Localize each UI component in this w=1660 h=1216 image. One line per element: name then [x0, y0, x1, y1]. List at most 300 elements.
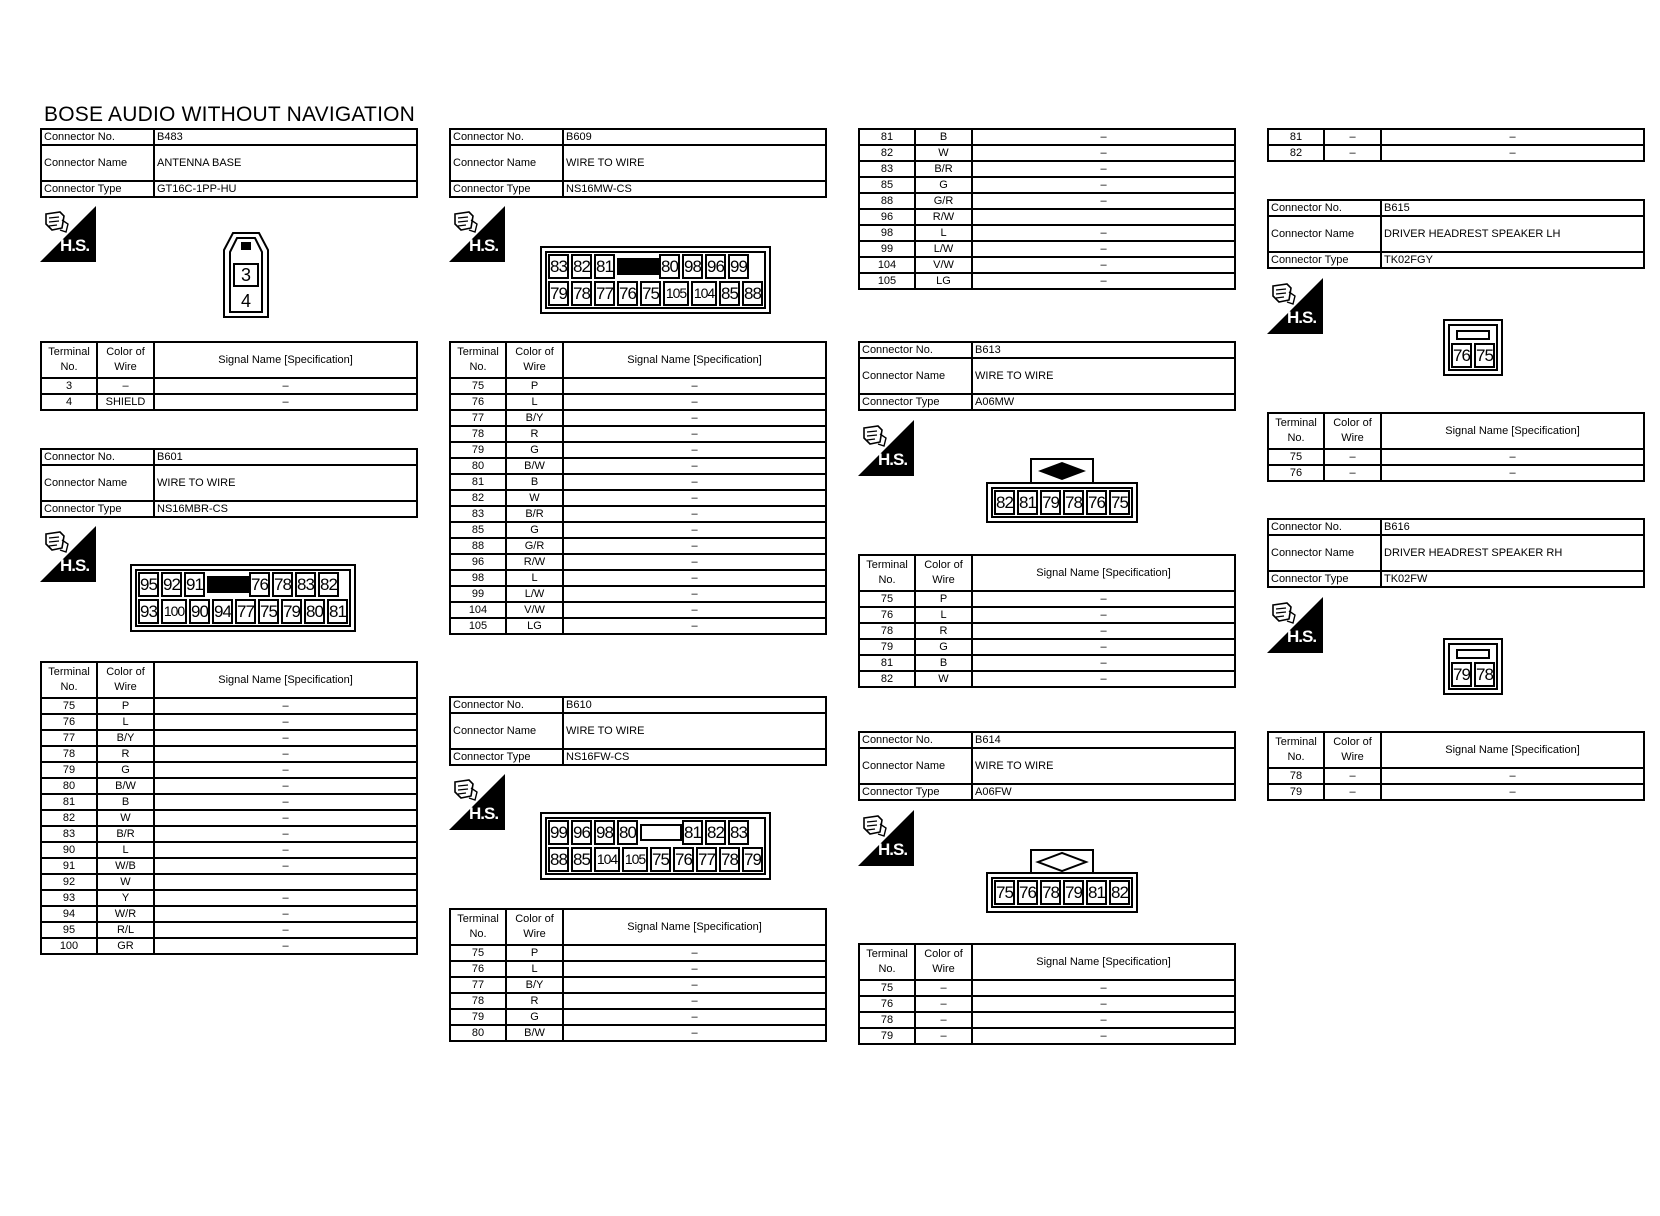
table-row: [450, 378, 826, 394]
terminal-no-cell: 83: [41, 826, 97, 842]
signal-name-header: Signal Name [Specification]: [1381, 732, 1644, 768]
table-row: [859, 145, 1235, 161]
signal-name-cell: –: [563, 993, 826, 1009]
terminal-no-header: Terminal No.: [450, 909, 506, 945]
terminal-no-cell: 96: [450, 554, 506, 570]
terminal-cavity: 100: [161, 599, 187, 624]
signal-name-header: Signal Name [Specification]: [972, 944, 1235, 980]
terminal-no-header: Terminal No.: [1268, 732, 1324, 768]
table-row: [41, 394, 417, 410]
connector-no-value: B614: [972, 732, 1235, 748]
terminal-no-cell: 76: [450, 961, 506, 977]
table-row: [859, 241, 1235, 257]
wire-color-cell: L: [506, 961, 563, 977]
table-row: [859, 129, 1235, 145]
terminal-cavity: 75: [258, 599, 279, 624]
wire-color-cell: P: [915, 591, 972, 607]
terminal-table: [858, 128, 1236, 290]
table-row: [859, 623, 1235, 639]
signal-name-cell: –: [563, 474, 826, 490]
terminal-no-header: Terminal No.: [859, 944, 915, 980]
terminal-table-b601: [40, 661, 418, 955]
connector-slot: [1456, 649, 1490, 659]
terminal-table-b614: [858, 943, 1236, 1045]
terminal-cavity: 90: [189, 599, 210, 624]
table-row: [41, 794, 417, 810]
hs-harness-side-icon: [1267, 597, 1323, 653]
signal-name-cell: –: [154, 794, 417, 810]
terminal-cavity: 91: [184, 572, 205, 597]
table-row: [450, 1009, 826, 1025]
signal-name-cell: –: [972, 623, 1235, 639]
connector-name-label: Connector Name: [450, 713, 563, 749]
wire-color-cell: –: [1324, 145, 1381, 161]
wire-color-cell: LG: [506, 618, 563, 634]
terminal-no-cell: 78: [450, 426, 506, 442]
terminal-cavity: 79: [1451, 662, 1472, 687]
terminal-no-cell: 83: [450, 506, 506, 522]
terminal-no-cell: 3: [41, 378, 97, 394]
signal-name-cell: –: [563, 977, 826, 993]
page-title: BOSE AUDIO WITHOUT NAVIGATION: [44, 103, 416, 126]
connector-face-b613: [986, 482, 1138, 523]
terminal-cavity: 77: [594, 281, 615, 306]
wire-color-cell: LG: [915, 273, 972, 289]
terminal-cavity: 83: [548, 254, 569, 279]
signal-name-cell: –: [563, 586, 826, 602]
terminal-no-cell: 75: [41, 698, 97, 714]
hs-label: H.S.: [60, 556, 90, 575]
terminal-cavity: 94: [212, 599, 233, 624]
terminal-table-b613: [858, 554, 1236, 688]
wire-color-cell: R: [506, 993, 563, 1009]
connector-lock: [640, 820, 680, 841]
terminal-cavity: 82: [571, 254, 592, 279]
signal-name-cell: –: [154, 698, 417, 714]
wire-color-cell: B/W: [506, 1025, 563, 1041]
connector-type-value: NS16MW-CS: [563, 181, 826, 197]
terminal-table: [449, 341, 827, 635]
terminal-no-cell: 88: [859, 193, 915, 209]
table-row: [450, 586, 826, 602]
table-row: [41, 874, 417, 890]
table-row: [450, 945, 826, 961]
terminal-no-cell: 82: [450, 490, 506, 506]
table-row: [859, 273, 1235, 289]
table-row: [1268, 449, 1644, 465]
table-row: [41, 810, 417, 826]
signal-name-cell: –: [563, 1009, 826, 1025]
color-of-wire-header: Color of Wire: [915, 944, 972, 980]
signal-name-cell: –: [154, 922, 417, 938]
wire-color-cell: –: [915, 996, 972, 1012]
wire-color-cell: B: [915, 129, 972, 145]
signal-name-cell: –: [1381, 129, 1644, 145]
connector-name-label: Connector Name: [1268, 535, 1381, 571]
table-row: [450, 618, 826, 634]
terminal-cavity: 79: [742, 847, 763, 872]
signal-name-cell: –: [563, 522, 826, 538]
terminal-cavity: 81: [327, 599, 348, 624]
wire-color-cell: B: [97, 794, 154, 810]
hs-harness-side-icon: [40, 206, 96, 262]
signal-name-cell: –: [1381, 768, 1644, 784]
connector-type-label: Connector Type: [1268, 252, 1381, 268]
wire-color-cell: W/R: [97, 906, 154, 922]
terminal-no-cell: 77: [41, 730, 97, 746]
signal-name-cell: –: [1381, 784, 1644, 800]
terminal-cavity: 99: [548, 820, 569, 845]
connector-info-b601: [40, 448, 418, 518]
connector-type-value: A06MW: [972, 394, 1235, 410]
signal-name-cell: –: [972, 145, 1235, 161]
terminal-cavity: 75: [1474, 343, 1495, 368]
connector-name-label: Connector Name: [450, 145, 563, 181]
table-row: [41, 938, 417, 954]
terminal-cavity: 93: [138, 599, 159, 624]
connector-name-value: DRIVER HEADREST SPEAKER LH: [1381, 216, 1644, 252]
wire-color-cell: W/B: [97, 858, 154, 874]
signal-name-cell: –: [563, 554, 826, 570]
signal-name-cell: –: [972, 129, 1235, 145]
terminal-no-cell: 75: [859, 591, 915, 607]
wire-color-cell: –: [915, 1028, 972, 1044]
connector-slot: [1456, 330, 1490, 340]
terminal-cavity: 98: [594, 820, 615, 845]
table-row: [450, 522, 826, 538]
connector-info-b616: [1267, 518, 1645, 588]
hs-label: H.S.: [878, 450, 908, 469]
table-row: [450, 1025, 826, 1041]
terminal-cavity: 77: [235, 599, 256, 624]
table-row: [41, 698, 417, 714]
lock-block: [640, 824, 682, 841]
terminal-no-cell: 98: [859, 225, 915, 241]
terminal-cavity: 82: [994, 490, 1015, 515]
terminal-table-b610-continued: [858, 128, 1236, 290]
signal-name-cell: –: [154, 394, 417, 410]
connector-no-value: B601: [154, 449, 417, 465]
table-row: [450, 394, 826, 410]
signal-name-cell: –: [972, 257, 1235, 273]
terminal-cavity: 78: [1063, 490, 1084, 515]
connector-face-b483: [221, 230, 271, 320]
connector-type-label: Connector Type: [1268, 571, 1381, 587]
table-row: [859, 209, 1235, 225]
signal-name-cell: –: [154, 906, 417, 922]
table-header-row: [1268, 732, 1644, 768]
table-row: [859, 591, 1235, 607]
wire-color-cell: P: [97, 698, 154, 714]
signal-name-cell: –: [563, 1025, 826, 1041]
wire-color-cell: R: [506, 426, 563, 442]
signal-name-header: Signal Name [Specification]: [1381, 413, 1644, 449]
table-header-row: [1268, 413, 1644, 449]
wire-color-cell: –: [1324, 768, 1381, 784]
signal-name-cell: –: [563, 410, 826, 426]
connector-info-b613: [858, 341, 1236, 411]
table-row: [1268, 784, 1644, 800]
terminal-no-cell: 78: [1268, 768, 1324, 784]
terminal-cavity: 81: [1086, 880, 1107, 905]
signal-name-cell: [972, 209, 1235, 225]
table-row: [450, 993, 826, 1009]
terminal-no-cell: 79: [1268, 784, 1324, 800]
table-row: [41, 922, 417, 938]
table-row: [41, 378, 417, 394]
connector-no-label: Connector No.: [859, 732, 972, 748]
wire-color-cell: L: [97, 842, 154, 858]
connector-type-label: Connector Type: [450, 749, 563, 765]
connector-type-value: NS16MBR-CS: [154, 501, 417, 517]
terminal-no-cell: 96: [859, 209, 915, 225]
signal-name-cell: –: [972, 241, 1235, 257]
table-row: [41, 906, 417, 922]
connector-face-row: [993, 489, 1131, 516]
terminal-cavity: 96: [571, 820, 592, 845]
signal-name-cell: –: [563, 602, 826, 618]
hs-harness-side-icon: [858, 420, 914, 476]
table-row: [41, 714, 417, 730]
connector-face-row: [547, 253, 764, 280]
terminal-no-cell: 82: [859, 145, 915, 161]
terminal-no-cell: 80: [41, 778, 97, 794]
hs-label: H.S.: [60, 236, 90, 255]
terminal-no-cell: 94: [41, 906, 97, 922]
connector-no-label: Connector No.: [859, 342, 972, 358]
terminal-cavity: 78: [571, 281, 592, 306]
table-row: [1268, 768, 1644, 784]
connector-face-b616: [1443, 638, 1503, 695]
connector-no-value: B483: [154, 129, 417, 145]
table-row: [1268, 129, 1644, 145]
wire-color-cell: B: [915, 655, 972, 671]
terminal-cavity: 80: [617, 820, 638, 845]
wire-color-cell: R: [97, 746, 154, 762]
connector-face-row: [1450, 342, 1496, 369]
hs-harness-side-icon: [40, 526, 96, 582]
connector-type-value: TK02FGY: [1381, 252, 1644, 268]
terminal-no-cell: 79: [450, 442, 506, 458]
connector-face-b601: [130, 564, 356, 632]
signal-name-cell: –: [563, 394, 826, 410]
face-cell: 4: [240, 291, 251, 311]
wire-color-cell: V/W: [915, 257, 972, 273]
signal-name-header: Signal Name [Specification]: [154, 342, 417, 378]
terminal-cavity: 82: [318, 572, 339, 597]
wire-color-cell: Y: [97, 890, 154, 906]
signal-name-cell: –: [154, 778, 417, 794]
table-row: [859, 639, 1235, 655]
wire-color-cell: B/R: [915, 161, 972, 177]
color-of-wire-header: Color of Wire: [1324, 732, 1381, 768]
terminal-no-cell: 81: [450, 474, 506, 490]
terminal-no-cell: 95: [41, 922, 97, 938]
table-header-row: [450, 909, 826, 945]
wire-color-cell: –: [1324, 784, 1381, 800]
wire-color-cell: W: [97, 810, 154, 826]
terminal-no-cell: 92: [41, 874, 97, 890]
terminal-table-b609: [449, 341, 827, 635]
connector-face-housing: [1448, 643, 1498, 690]
terminal-no-cell: 75: [1268, 449, 1324, 465]
terminal-table: [1267, 128, 1645, 162]
table-row: [41, 778, 417, 794]
terminal-table-b615: [1267, 412, 1645, 482]
wire-color-cell: L: [97, 714, 154, 730]
connector-info-b609: [449, 128, 827, 198]
signal-name-cell: –: [563, 442, 826, 458]
terminal-cavity: 75: [1109, 490, 1130, 515]
table-header-row: [41, 342, 417, 378]
connector-name-value: WIRE TO WIRE: [154, 465, 417, 501]
terminal-cavity: 96: [705, 254, 726, 279]
table-row: [41, 730, 417, 746]
signal-name-header: Signal Name [Specification]: [154, 662, 417, 698]
table-row: [859, 655, 1235, 671]
table-row: [450, 602, 826, 618]
terminal-cavity: 88: [548, 847, 569, 872]
wire-color-cell: L: [506, 394, 563, 410]
table-row: [41, 762, 417, 778]
wire-color-cell: G: [97, 762, 154, 778]
wire-color-cell: L/W: [506, 586, 563, 602]
hs-label: H.S.: [1287, 627, 1317, 646]
wire-color-cell: R: [915, 623, 972, 639]
terminal-no-cell: 83: [859, 161, 915, 177]
wire-color-cell: –: [97, 378, 154, 394]
terminal-table: [449, 908, 827, 1042]
connector-latch-b613: [1030, 458, 1094, 484]
wire-color-cell: SHIELD: [97, 394, 154, 410]
wire-color-cell: G: [506, 1009, 563, 1025]
wire-color-cell: –: [1324, 129, 1381, 145]
wire-color-cell: R/W: [915, 209, 972, 225]
terminal-no-cell: 78: [859, 623, 915, 639]
wire-color-cell: R/L: [97, 922, 154, 938]
connector-no-value: B610: [563, 697, 826, 713]
hs-harness-side-icon: [1267, 278, 1323, 334]
terminal-no-cell: 85: [450, 522, 506, 538]
table-row: [450, 442, 826, 458]
terminal-cavity: 76: [249, 572, 270, 597]
table-row: [450, 538, 826, 554]
connector-face-row: [137, 571, 349, 598]
signal-name-cell: –: [563, 570, 826, 586]
table-row: [859, 607, 1235, 623]
color-of-wire-header: Color of Wire: [506, 342, 563, 378]
terminal-cavity: 81: [594, 254, 615, 279]
connector-face-b609: [540, 246, 771, 314]
terminal-no-cell: 76: [859, 996, 915, 1012]
connector-no-label: Connector No.: [450, 697, 563, 713]
table-row: [450, 474, 826, 490]
terminal-no-cell: 104: [450, 602, 506, 618]
wire-color-cell: B/R: [506, 506, 563, 522]
signal-name-cell: –: [154, 826, 417, 842]
wire-color-cell: –: [1324, 465, 1381, 481]
terminal-no-cell: 77: [450, 977, 506, 993]
table-header-row: [859, 944, 1235, 980]
terminal-table-b616: [1267, 731, 1645, 801]
terminal-no-cell: 79: [859, 1028, 915, 1044]
table-header-row: [859, 555, 1235, 591]
connector-info-b610: [449, 696, 827, 766]
wire-color-cell: G: [506, 522, 563, 538]
terminal-cavity: 104: [594, 847, 620, 872]
connector-info-b615: [1267, 199, 1645, 269]
terminal-no-cell: 105: [859, 273, 915, 289]
color-of-wire-header: Color of Wire: [506, 909, 563, 945]
connector-face-housing: [545, 251, 766, 309]
terminal-no-cell: 76: [1268, 465, 1324, 481]
wire-color-cell: G/R: [506, 538, 563, 554]
terminal-no-cell: 79: [859, 639, 915, 655]
connector-info-b483: [40, 128, 418, 198]
signal-name-cell: –: [972, 225, 1235, 241]
connector-lock: [207, 572, 247, 593]
table-row: [1268, 465, 1644, 481]
wire-color-cell: W: [915, 145, 972, 161]
signal-name-cell: –: [154, 810, 417, 826]
connector-name-label: Connector Name: [859, 748, 972, 784]
terminal-cavity: 85: [719, 281, 740, 306]
connector-no-value: B615: [1381, 200, 1644, 216]
connector-face-row: [547, 846, 764, 873]
terminal-table-b610: [449, 908, 827, 1042]
table-row: [859, 1028, 1235, 1044]
terminal-cavity: 99: [728, 254, 749, 279]
connector-name-value: WIRE TO WIRE: [563, 713, 826, 749]
terminal-cavity: 76: [1086, 490, 1107, 515]
connector-no-label: Connector No.: [450, 129, 563, 145]
signal-name-cell: –: [972, 273, 1235, 289]
signal-name-cell: –: [972, 607, 1235, 623]
hs-harness-side-icon: [449, 774, 505, 830]
terminal-cavity: 95: [138, 572, 159, 597]
table-row: [859, 1012, 1235, 1028]
terminal-cavity: 75: [640, 281, 661, 306]
table-row: [450, 426, 826, 442]
table-header-row: [41, 662, 417, 698]
connector-info-b614: [858, 731, 1236, 801]
table-row: [450, 961, 826, 977]
terminal-no-cell: 81: [859, 655, 915, 671]
table-row: [859, 161, 1235, 177]
terminal-no-cell: 78: [450, 993, 506, 1009]
table-row: [450, 977, 826, 993]
connector-type-label: Connector Type: [859, 784, 972, 800]
connector-face-row: [993, 879, 1131, 906]
connector-name-value: WIRE TO WIRE: [972, 358, 1235, 394]
wire-color-cell: B/Y: [97, 730, 154, 746]
terminal-cavity: 92: [161, 572, 182, 597]
terminal-no-cell: 105: [450, 618, 506, 634]
wire-color-cell: B/Y: [506, 410, 563, 426]
terminal-cavity: 88: [742, 281, 763, 306]
signal-name-cell: –: [563, 506, 826, 522]
signal-name-cell: –: [563, 538, 826, 554]
wire-color-cell: B/W: [97, 778, 154, 794]
hs-label: H.S.: [878, 840, 908, 859]
wire-color-cell: L: [506, 570, 563, 586]
terminal-cavity: 80: [659, 254, 680, 279]
terminal-table: [1267, 412, 1645, 482]
signal-name-cell: –: [563, 618, 826, 634]
wire-color-cell: P: [506, 378, 563, 394]
signal-name-cell: –: [1381, 145, 1644, 161]
terminal-table-b614-continued: [1267, 128, 1645, 162]
